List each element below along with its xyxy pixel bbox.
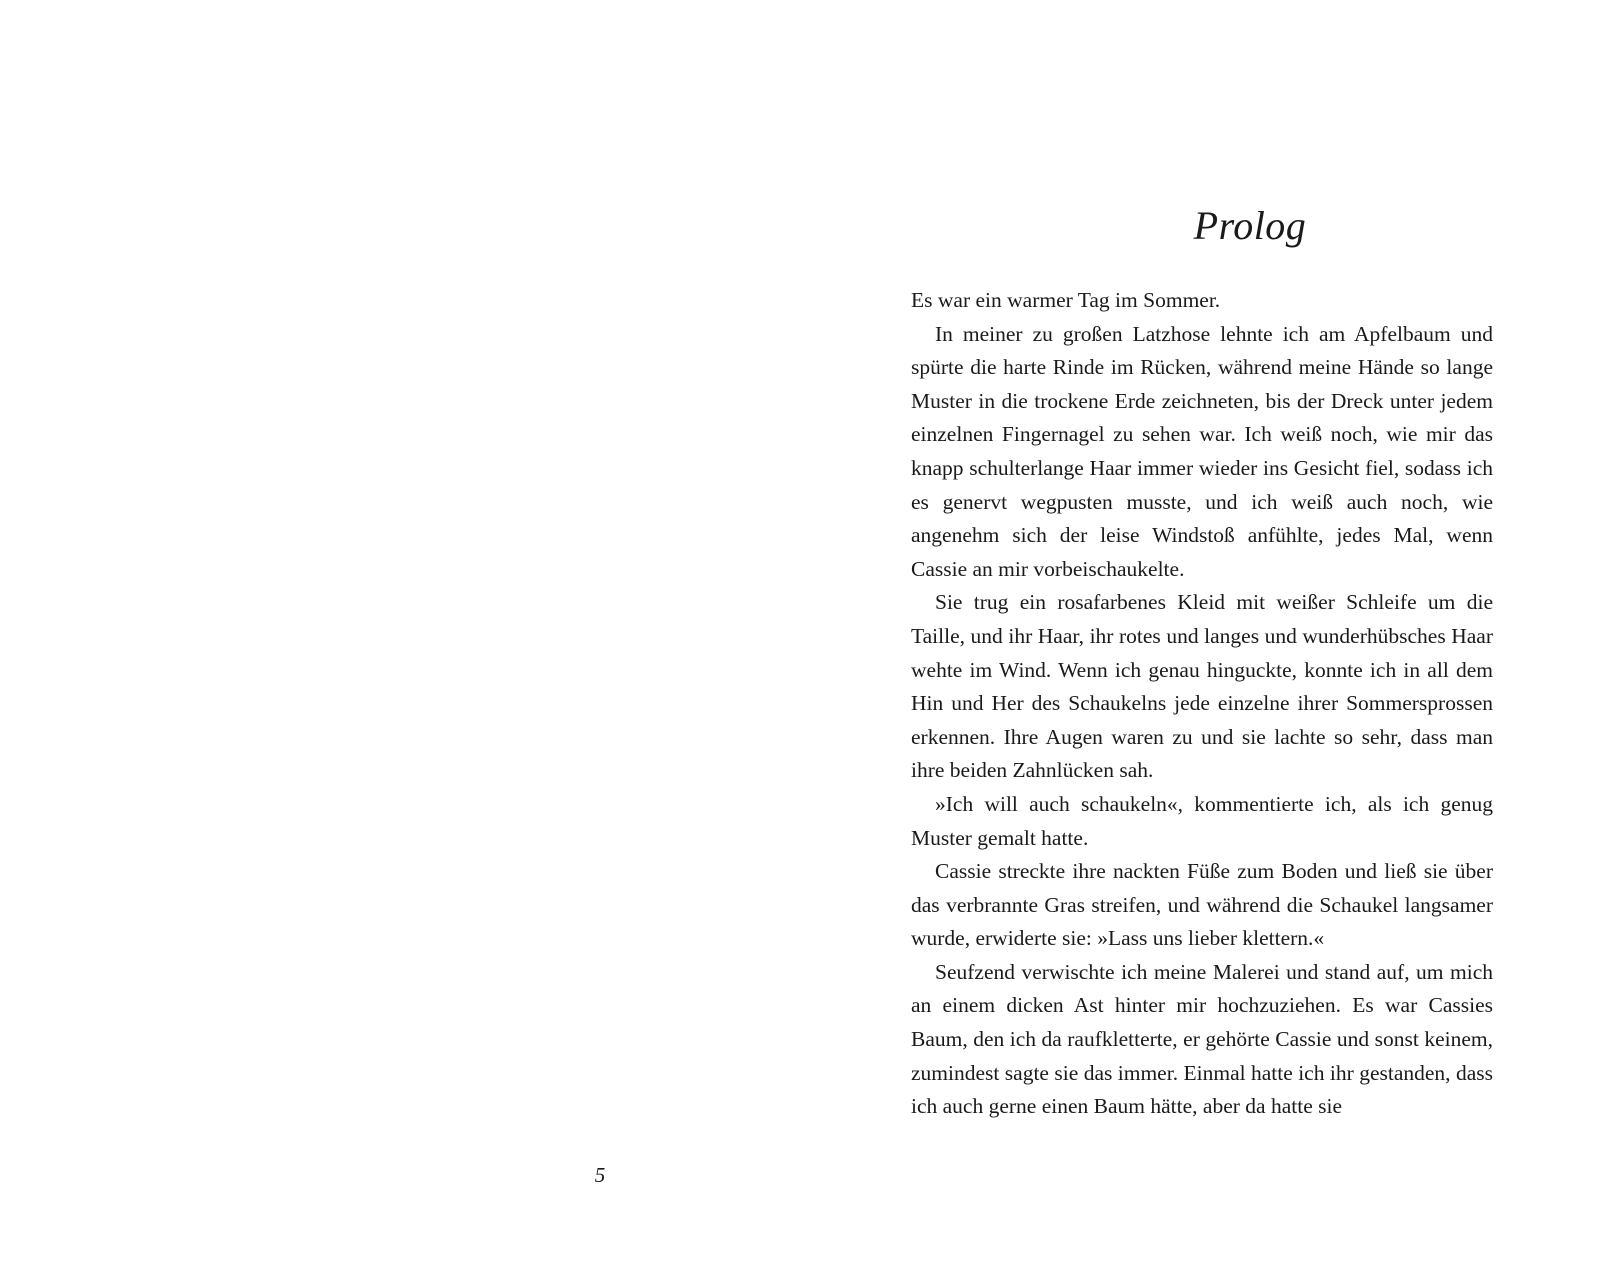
paragraph: Cassie streckte ihre nackten Füße zum Boden und ließ sie über das verbrannte Gras streifen, und während die Schaukel langsamer wurde, erwiderte sie: »Lass uns lieber klettern.« bbox=[911, 859, 1493, 951]
chapter-title-text: Prolog bbox=[1193, 203, 1307, 248]
paragraph: Seufzend verwischte ich meine Malerei und stand auf, um mich an einem dicken Ast hinter mir hochzuziehen. Es war Cassies Baum, den ich da raufkletterte, er gehörte Cassie und sonst keinem, zumindest sagte sie das immer. Einmal hatte ich ihr gestanden, dass ich auch gerne einen Baum hätte, aber da hatte sie bbox=[911, 959, 1493, 1119]
paragraph: Sie trug ein rosafarbenes Kleid mit weißer Schleife um die Taille, und ihr Haar, ihr rotes und langes und wunderhübsches Haar wehte im Wind. Wenn ich genau hinguckte, konnte ich in all dem Hin und Her des Schaukelns jede einzelne ihrer Sommersprossen erkennen. Ihre Augen waren zu und sie lachte so sehr, dass man ihre beiden Zahnlücken sah. bbox=[911, 590, 1493, 783]
body-text bbox=[911, 284, 1493, 1124]
chapter-title bbox=[900, 196, 1600, 256]
paragraph: Es war ein warmer Tag im Sommer. bbox=[911, 288, 1221, 312]
page-number-text: 5 bbox=[594, 1163, 606, 1187]
paragraph: In meiner zu großen Latzhose lehnte ich am Apfelbaum und spürte die harte Rinde im Rücken, während meine Hände so lange Muster in die trockene Erde zeichneten, bis der Dreck unter jedem einzelnen Fingernagel zu sehen war. Ich weiß noch, wie mir das knapp schulterlange Haar immer wieder ins Gesicht fiel, sodass ich es genervt wegpusten musste, und ich weiß auch noch, wie angenehm sich der leise Windstoß anfühlte, jedes Mal, wenn Cassie an mir vorbeischaukelte. bbox=[911, 321, 1493, 581]
page-number bbox=[0, 1160, 800, 1190]
right-page bbox=[800, 0, 1600, 1274]
paragraph: »Ich will auch schaukeln«, kommentierte ich, als ich genug Muster gemalt hatte. bbox=[911, 791, 1493, 850]
